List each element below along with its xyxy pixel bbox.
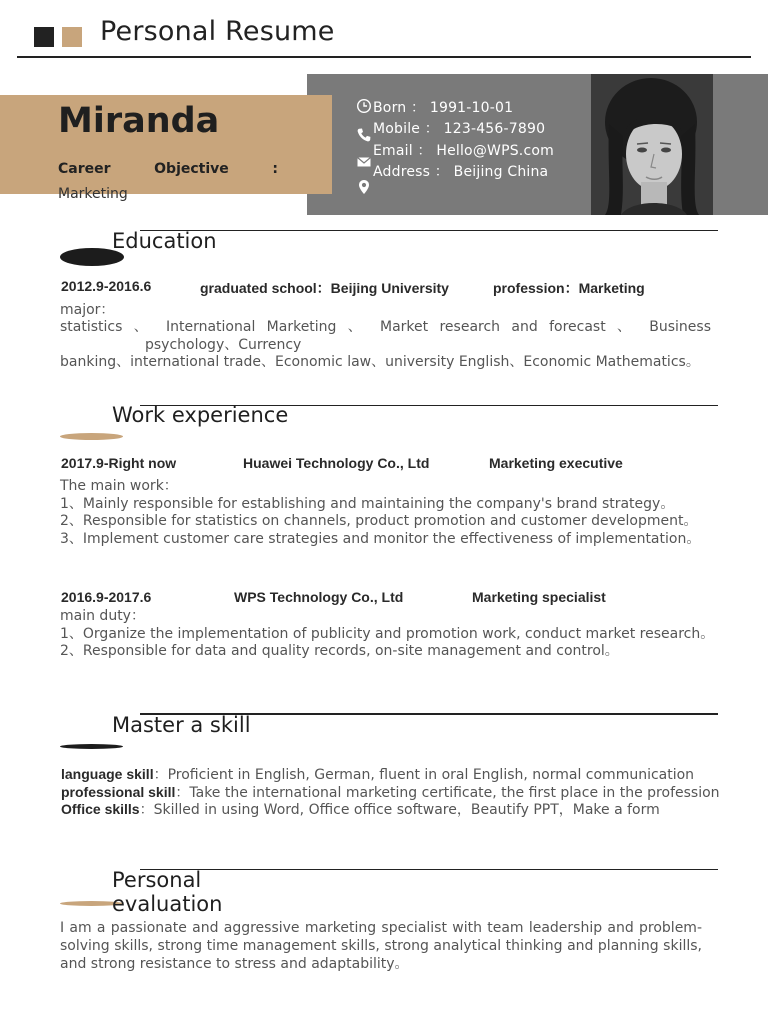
job1-period: 2017.9-Right now xyxy=(61,455,177,471)
location-pin-icon xyxy=(356,179,372,195)
clock-icon xyxy=(356,98,372,114)
major-line-2: psychology、Currency xyxy=(145,337,302,353)
education-period: 2012.9-2016.6 xyxy=(61,278,152,294)
professional-skill-label: professional skill xyxy=(61,784,176,800)
evaluation-divider xyxy=(140,869,718,870)
header-square-dark xyxy=(34,27,54,47)
page-title: Personal Resume xyxy=(100,16,335,47)
major-line-1: statistics 、 International Marketing 、 Market research and forecast 、 Business xyxy=(60,319,711,335)
header-square-tan xyxy=(62,27,82,47)
job1-item: 1、Mainly responsible for establishing and maintaining the company's brand strategy。 xyxy=(60,496,675,512)
phone-icon xyxy=(356,127,372,143)
career-colon: : xyxy=(272,161,278,177)
email-address: Email ： Hello@WPS.com xyxy=(373,143,554,159)
job1-item: 2、Responsible for statistics on channels, product promotion and customer development。 xyxy=(60,513,698,529)
job2-label: main duty： xyxy=(60,608,145,624)
language-skill-row xyxy=(61,764,694,784)
mobile-number: Mobile ： 123-456-7890 xyxy=(373,121,546,137)
job1-position: Marketing executive xyxy=(489,455,623,471)
work-title: Work experience xyxy=(112,403,289,427)
evaluation-text: I am a passionate and aggressive marketing specialist with team leadership and problem-solving skills, strong time management skills, strong analytical thinking and planning skills, and strong resistance to stress and adaptability。 xyxy=(60,920,702,972)
major-label: major： xyxy=(60,302,115,318)
career-objective-label xyxy=(58,161,278,177)
birth-date: Born ： 1991-10-01 xyxy=(373,100,514,116)
home-address: Address ： Beijing China xyxy=(373,164,549,180)
job2-item: 2、Responsible for data and quality records, on-site management and control。 xyxy=(60,643,619,659)
professional-skill-value: ：Take the international marketing certificate, the first place in the profession xyxy=(175,785,720,801)
office-skill-label: Office skills xyxy=(61,801,140,817)
education-divider xyxy=(140,230,718,231)
language-skill-value: ：Proficient in English, German, fluent in oral English, normal communication xyxy=(153,767,695,783)
objective-word: Objective xyxy=(154,161,229,177)
job2-company: WPS Technology Co., Ltd xyxy=(234,589,404,605)
work-brush-mark xyxy=(60,433,123,440)
office-skill-row xyxy=(61,799,660,819)
career-objective-value: Marketing xyxy=(58,186,128,202)
skill-brush-mark xyxy=(60,744,123,749)
office-skill-value: ：Skilled in using Word, Office office software，Beautify PPT，Make a form xyxy=(139,802,660,818)
envelope-icon xyxy=(356,154,372,170)
candidate-name: Miranda xyxy=(58,101,220,141)
education-school: graduated school：Beijing University xyxy=(200,280,449,296)
skill-title: Master a skill xyxy=(112,713,251,737)
career-word: Career xyxy=(58,161,111,177)
language-skill-label: language skill xyxy=(61,766,154,782)
job1-item: 3、Implement customer care strategies and monitor the effectiveness of implementation。 xyxy=(60,531,701,547)
education-title: Education xyxy=(112,229,217,253)
job1-label: The main work： xyxy=(60,478,178,494)
job2-position: Marketing specialist xyxy=(472,589,606,605)
education-profession: profession：Marketing xyxy=(493,280,645,296)
header-divider xyxy=(17,56,751,58)
major-line-3: banking、international trade、Economic law、university English、Economic Mathematics。 xyxy=(60,354,700,370)
job2-item: 1、Organize the implementation of publicity and promotion work, conduct market research。 xyxy=(60,626,715,642)
evaluation-title-line2: evaluation xyxy=(112,892,223,916)
job1-company: Huawei Technology Co., Ltd xyxy=(243,455,430,471)
evaluation-title-line1: Personal xyxy=(112,868,202,892)
portrait-photo xyxy=(591,74,713,215)
job2-period: 2016.9-2017.6 xyxy=(61,589,152,605)
